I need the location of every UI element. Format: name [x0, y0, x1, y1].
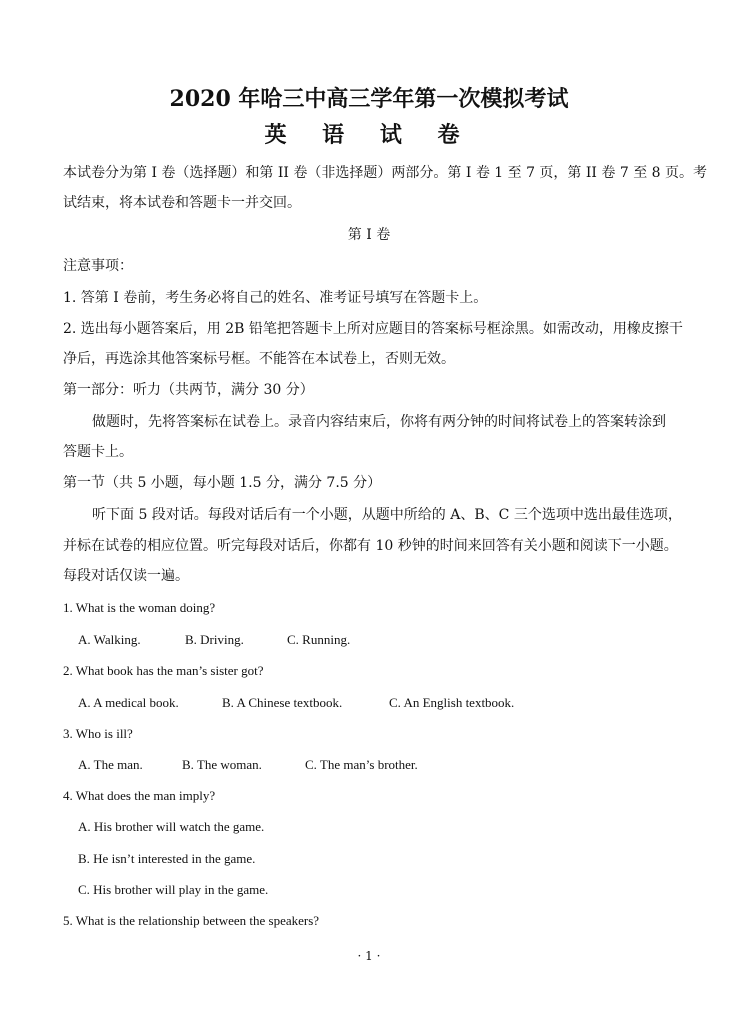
section1-para-3: 每段对话仅读一遍。: [63, 568, 189, 584]
intro-line-1: 本试卷分为第 I 卷（选择题）和第 II 卷（非选择题）两部分。第 I 卷 1 至 7 页，第 II 卷 7 至 8 页。考: [63, 165, 708, 181]
question-3-stem: 3. Who is ill?: [63, 726, 133, 741]
question-3-option-b: B. The woman.: [182, 757, 262, 772]
notice-item-2b: 净后，再选涂其他答案标号框。不能答在本试卷上，否则无效。: [63, 351, 455, 367]
question-3-option-c: C. The man’s brother.: [305, 757, 418, 772]
question-4-option-a: A. His brother will watch the game.: [78, 819, 265, 834]
part1-para-1: 做题时，先将答案标在试卷上。录音内容结束后，你将有两分钟的时间将试卷上的答案转涂到: [92, 414, 666, 430]
question-3-option-a: A. The man.: [78, 757, 143, 772]
question-1-option-b: B. Driving.: [185, 632, 244, 647]
question-1-option-c: C. Running.: [287, 632, 351, 647]
question-4-option-b: B. He isn’t interested in the game.: [78, 851, 256, 866]
exam-subtitle: 英 语 试 卷: [264, 122, 474, 148]
notice-item-2a: 2. 选出每小题答案后，用 2B 铅笔把答题卡上所对应题目的答案标号框涂黑。如需改动，用橡皮擦干: [63, 321, 683, 337]
part1-para-2: 答题卡上。: [63, 444, 133, 460]
notice-heading: 注意事项：: [63, 258, 133, 274]
question-1-option-a: A. Walking.: [78, 632, 141, 647]
intro-line-2: 试结束，将本试卷和答题卡一并交回。: [63, 195, 301, 211]
question-4-option-c: C. His brother will play in the game.: [78, 882, 269, 897]
exam-title: 2020 年哈三中高三学年第一次模拟考试: [169, 86, 569, 112]
section1-heading: 第一节（共 5 小题，每小题 1.5 分，满分 7.5 分）: [63, 475, 382, 491]
question-2-stem: 2. What book has the man’s sister got?: [63, 663, 264, 678]
question-5-stem: 5. What is the relationship between the speakers?: [63, 913, 320, 928]
question-4-stem: 4. What does the man imply?: [63, 788, 216, 803]
part1-heading: 第一部分：听力（共两节，满分 30 分）: [63, 382, 314, 398]
section1-para-2: 并标在试卷的相应位置。听完每段对话后，你都有 10 秒钟的时间来回答有关小题和阅读下一小题。: [63, 538, 678, 554]
question-2-option-b: B. A Chinese textbook.: [222, 695, 343, 710]
page-number: · 1 ·: [357, 949, 381, 963]
volume-label: 第 I 卷: [347, 227, 391, 243]
section1-para-1: 听下面 5 段对话。每段对话后有一个小题，从题中所给的 A、B、C 三个选项中选出最佳选项，: [92, 507, 682, 523]
question-2-option-c: C. An English textbook.: [389, 695, 515, 710]
question-2-option-a: A. A medical book.: [78, 695, 179, 710]
question-1-stem: 1. What is the woman doing?: [63, 600, 216, 615]
notice-item-1: 1. 答第 I 卷前，考生务必将自己的姓名、准考证号填写在答题卡上。: [63, 290, 488, 306]
